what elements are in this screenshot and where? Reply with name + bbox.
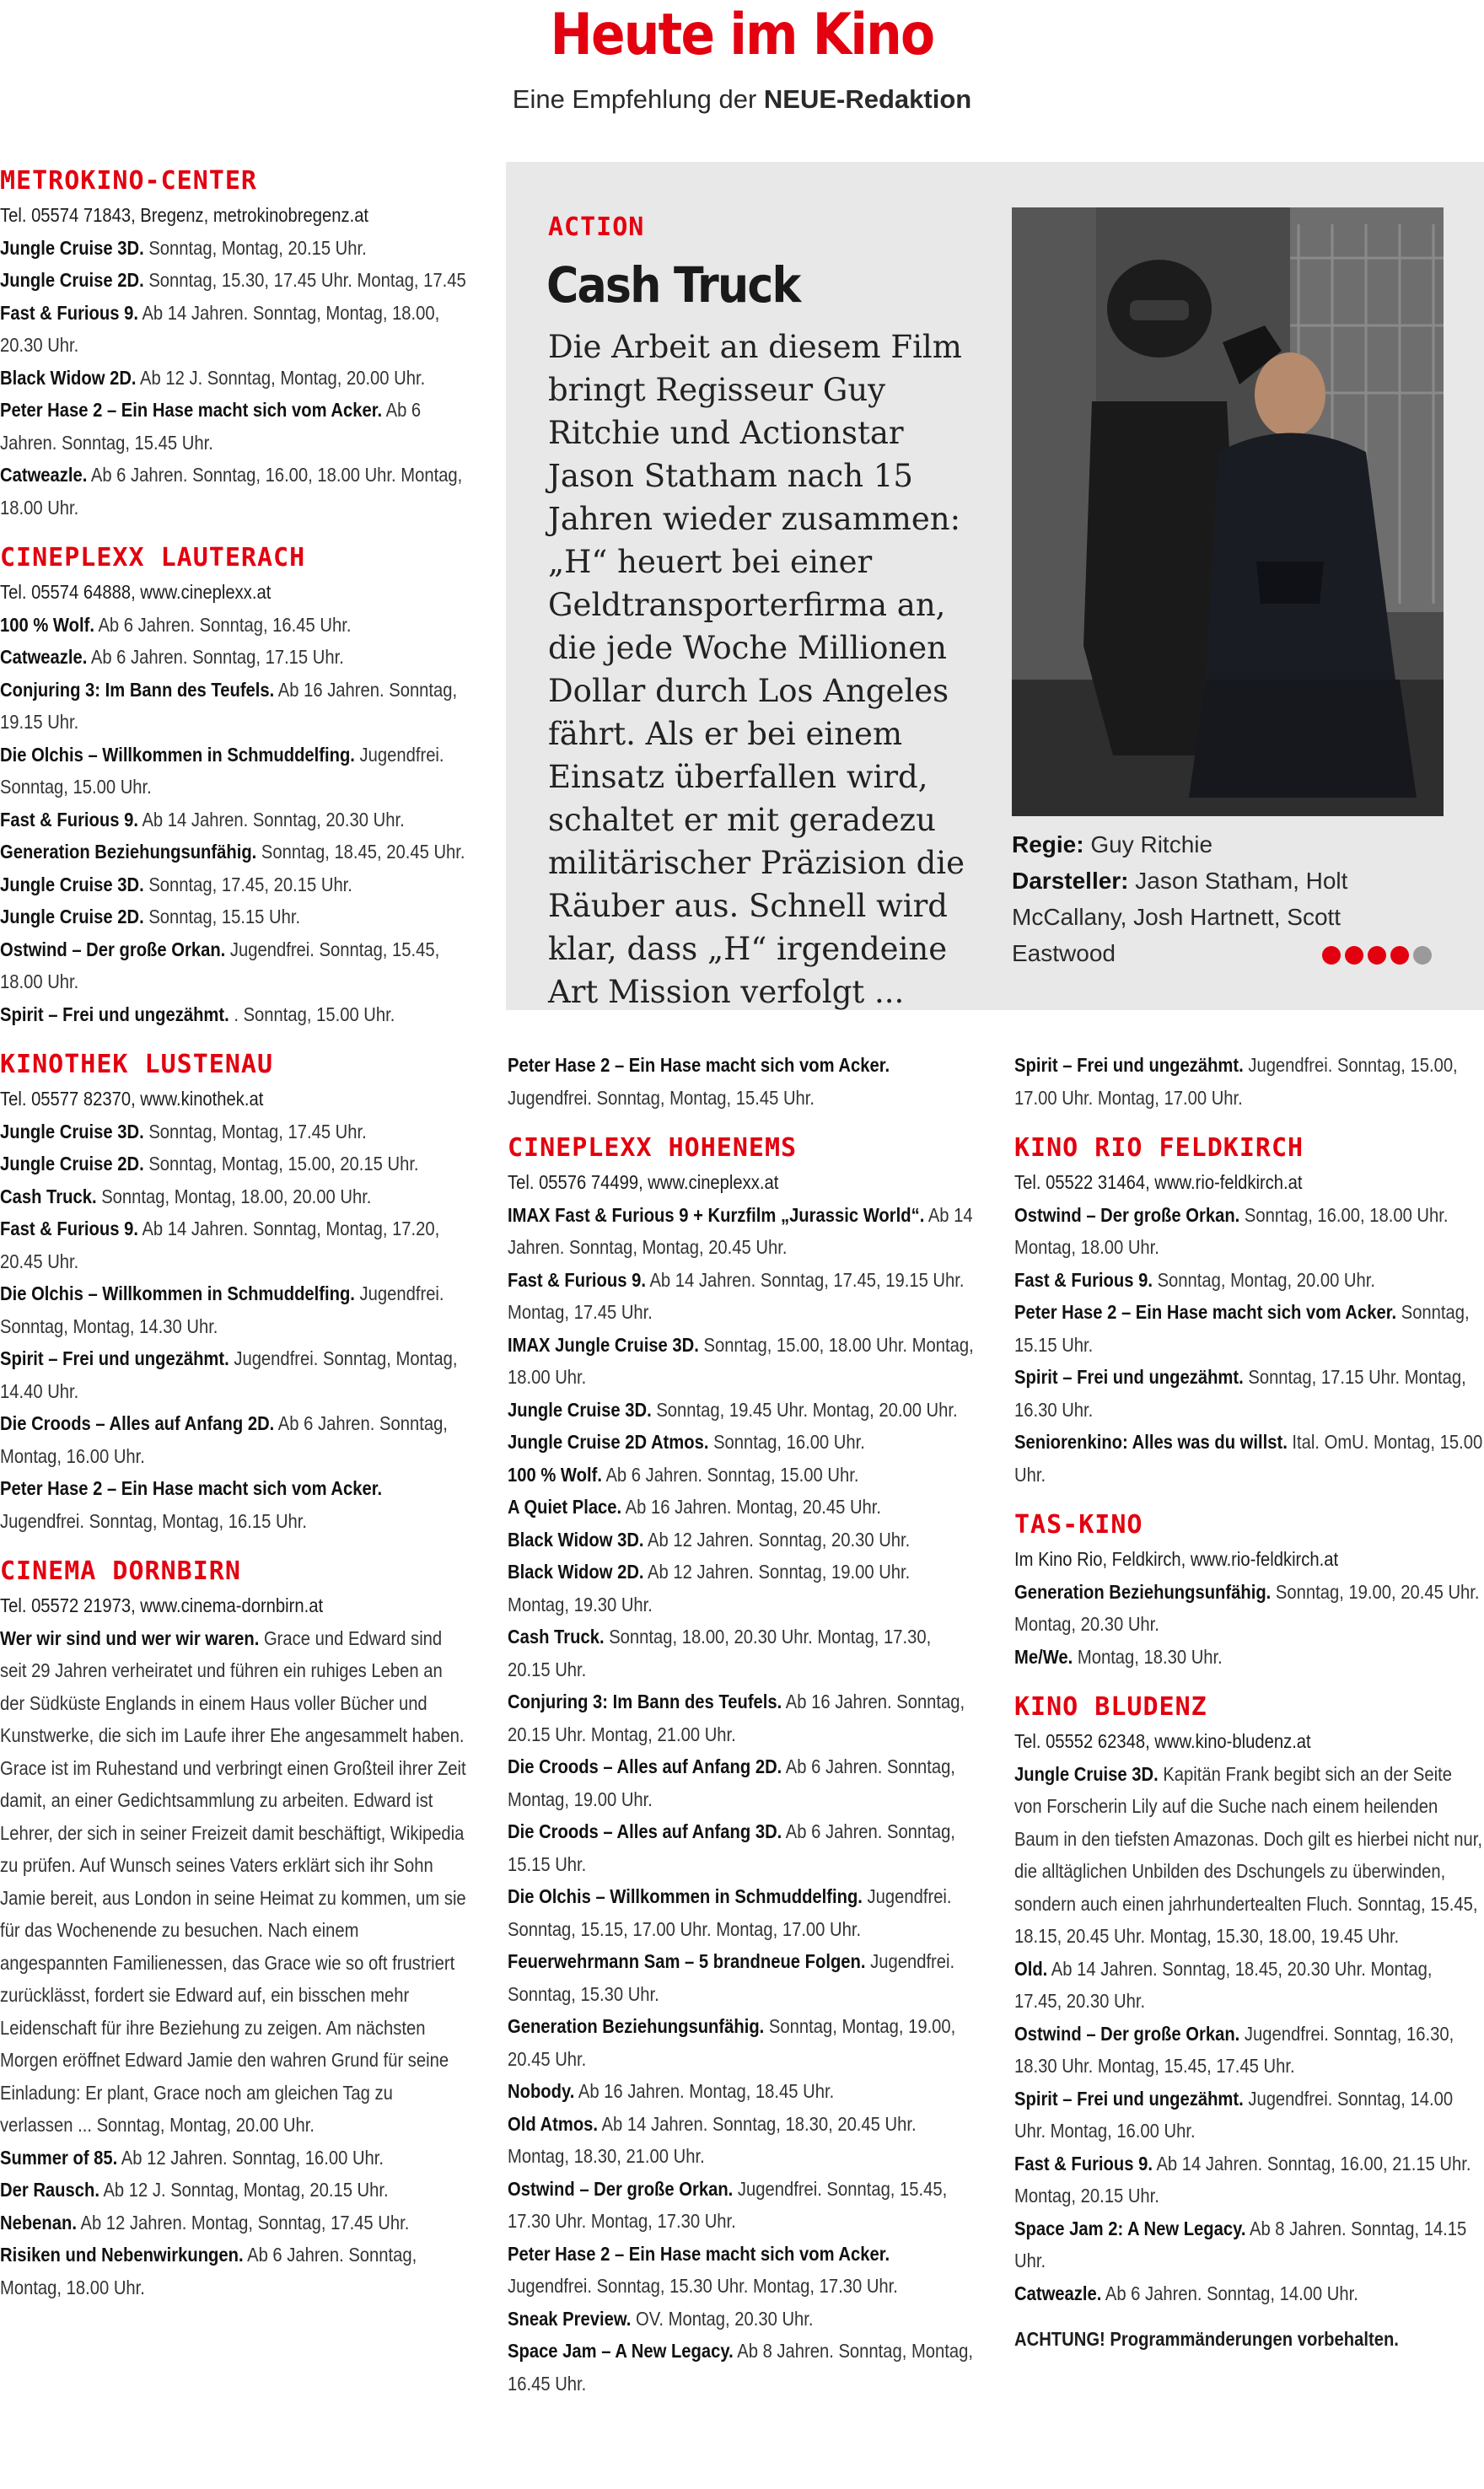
showtime-entry: [508, 1556, 976, 1621]
movie-title: Conjuring 3: Im Bann des Teufels.: [508, 1691, 782, 1712]
page-title: Heute im Kino: [550, 2, 934, 68]
feature-genre: ACTION: [548, 212, 645, 242]
showtime-details: Ab 6 Jahren. Sonntag, 15.15 Uhr.: [508, 1820, 955, 1875]
feature-title: Cash Truck: [546, 256, 800, 314]
showtime-entry: [508, 1199, 976, 1264]
showtime-entry: [0, 674, 468, 739]
showtime-entry: [0, 900, 468, 933]
showtime-details: Ab 6 Jahren. Sonntag, Montag, 19.00 Uhr.: [508, 1755, 955, 1810]
cinema-contact: Tel. 05574 71843, Bregenz, metrokinobregenz.at: [0, 204, 369, 226]
cinema-block: [0, 165, 469, 524]
showtime-entry: [1014, 2083, 1483, 2148]
showtime-entry: [0, 641, 468, 674]
movie-title: 100 % Wolf.: [508, 1463, 602, 1486]
rating-dot-filled: [1345, 946, 1363, 965]
movie-title: Spirit – Frei und ungezähmt.: [1014, 1054, 1244, 1076]
movie-title: Nobody.: [508, 2080, 575, 2102]
movie-title: Jungle Cruise 2D.: [0, 269, 144, 291]
movie-title: Summer of 85.: [0, 2146, 118, 2169]
movie-title: Cash Truck.: [0, 1185, 97, 1207]
subtitle-brand: NEUE-Redaktion: [763, 84, 972, 114]
showtime-details: Jugendfrei. Sonntag, 15.30 Uhr.: [508, 1950, 955, 2005]
movie-title: Jungle Cruise 3D.: [0, 1120, 144, 1142]
cinema-name: CINEPLEXX HOHENEMS: [508, 1133, 798, 1163]
movie-title: Space Jam 2: A New Legacy.: [1014, 2217, 1246, 2239]
showtime-entry: [1014, 1049, 1483, 1114]
movie-title: Die Croods – Alles auf Anfang 3D.: [508, 1820, 782, 1842]
showtime-details: Ab 12 Jahren. Sonntag, 19.00 Uhr. Montag, 19.30 Uhr.: [508, 1561, 911, 1615]
cinema-block: [1014, 1049, 1484, 1114]
movie-title: Conjuring 3: Im Bann des Teufels.: [0, 678, 275, 701]
showtime-entry: [508, 2075, 976, 2108]
showtime-entry: [508, 1880, 976, 1945]
movie-title: Ostwind – Der große Orkan.: [1014, 1203, 1240, 1226]
showtime-entry: [1014, 1426, 1483, 1491]
showtime-entry: [0, 394, 468, 459]
showtime-details: Ab 6 Jahren. Sonntag, 17.15 Uhr.: [90, 646, 344, 668]
movie-title: Catweazle.: [0, 464, 88, 486]
showtime-details: Ab 6 Jahren. Sonntag, Montag, 16.00 Uhr.: [0, 1412, 448, 1467]
showtime-details: Sonntag, 16.00 Uhr.: [713, 1431, 865, 1453]
movie-title: Die Olchis – Willkommen in Schmuddelfing.: [508, 1885, 863, 1907]
movie-title: Die Olchis – Willkommen in Schmuddelfing.: [0, 743, 355, 766]
movie-title: Spirit – Frei und ungezähmt.: [1014, 1366, 1244, 1388]
showtime-entry: [0, 1472, 468, 1537]
movie-title: Die Croods – Alles auf Anfang 2D.: [0, 1412, 275, 1434]
showtime-details: Sonntag, Montag, 20.00 Uhr.: [1157, 1268, 1375, 1291]
cast-label: Darsteller:: [1012, 868, 1129, 894]
showtime-details: Ab 8 Jahren. Sonntag, 14.15 Uhr.: [1014, 2217, 1467, 2271]
showtime-entry: [508, 1945, 976, 2010]
showtime-details: Sonntag, Montag, 17.45 Uhr.: [148, 1120, 367, 1142]
showtime-entry: [508, 1491, 976, 1524]
showtime-entry: [0, 998, 468, 1031]
cinema-name: METROKINO-CENTER: [0, 166, 257, 196]
listing-column-3: [1014, 1049, 1484, 2351]
movie-title: Jungle Cruise 3D.: [0, 236, 144, 259]
showtime-entry: [508, 1426, 976, 1459]
showtime-entry: [508, 1621, 976, 1685]
showtime-entry: [1014, 1641, 1483, 1674]
movie-title: Black Widow 2D.: [508, 1561, 644, 1583]
showtime-entry: [0, 362, 468, 395]
movie-title: Fast & Furious 9.: [1014, 2152, 1153, 2175]
showtime-entry: [0, 609, 468, 642]
showtime-entry: [1014, 1576, 1483, 1641]
showtime-details: Ab 12 J. Sonntag, Montag, 20.15 Uhr.: [103, 2179, 389, 2201]
cinema-block: [508, 1049, 976, 1114]
movie-title: Ostwind – Der große Orkan.: [508, 2177, 734, 2200]
cinema-contact: Tel. 05522 31464, www.rio-feldkirch.at: [1014, 1171, 1303, 1193]
showtime-entry: [1014, 2277, 1483, 2310]
movie-title: Die Croods – Alles auf Anfang 2D.: [508, 1755, 782, 1777]
showtime-entry: [0, 1277, 468, 1342]
showtime-entry: [0, 297, 468, 362]
rating-dot-filled: [1390, 946, 1409, 965]
movie-title: Ostwind – Der große Orkan.: [0, 938, 226, 960]
movie-title: Der Rausch.: [0, 2179, 99, 2201]
showtime-entry: [0, 1115, 468, 1148]
showtime-details: Jugendfrei. Sonntag, Montag, 16.15 Uhr.: [0, 1509, 308, 1532]
cinema-contact: Tel. 05552 62348, www.kino-bludenz.at: [1014, 1730, 1311, 1752]
cinema-name: KINOTHEK LUSTENAU: [0, 1050, 274, 1079]
movie-title: Spirit – Frei und ungezähmt.: [0, 1347, 229, 1369]
showtime-entry: [1014, 2018, 1483, 2083]
showtime-entry: [0, 232, 468, 265]
showtime-details: Sonntag, 15.30, 17.45 Uhr. Montag, 17.45: [148, 269, 466, 291]
showtime-entry: [1014, 1264, 1483, 1297]
showtime-entry: [1014, 1199, 1483, 1264]
showtime-details: Ab 14 Jahren. Sonntag, 20.30 Uhr.: [142, 808, 405, 831]
page-subtitle: [0, 84, 1484, 115]
showtime-entry: [508, 1264, 976, 1329]
movie-title: Fast & Furious 9.: [0, 808, 138, 831]
movie-title: Generation Beziehungsunfähig.: [0, 841, 257, 863]
showtime-entry: [0, 2207, 468, 2239]
cinema-block: [508, 1132, 976, 2400]
showtime-details: Ab 6 Jahren. Sonntag, 15.00 Uhr.: [605, 1463, 859, 1486]
movie-title: Fast & Furious 9.: [0, 1218, 138, 1239]
showtime-details: Ab 6 Jahren. Sonntag, 15.45 Uhr.: [0, 399, 422, 454]
showtime-details: Ab 12 Jahren. Montag, Sonntag, 17.45 Uhr.: [80, 2211, 410, 2234]
listing-column-1: [0, 165, 469, 2322]
cinema-name: KINO BLUDENZ: [1014, 1692, 1207, 1722]
showtime-entry: [0, 1148, 468, 1180]
cinema-block: [0, 542, 469, 1030]
showtime-details: Ab 14 Jahren. Sonntag, Montag, 17.20, 20.45 Uhr.: [0, 1218, 440, 1272]
showtime-details: Jugendfrei. Sonntag, Montag, 14.30 Uhr.: [0, 1282, 444, 1337]
movie-title: Cash Truck.: [508, 1626, 605, 1648]
showtime-entry: [508, 2335, 976, 2400]
showtime-entry: [508, 1049, 976, 1114]
movie-title: Risiken und Nebenwirkungen.: [0, 2244, 244, 2266]
rating-dot-filled: [1322, 946, 1341, 965]
showtime-details: Ab 14 Jahren. Sonntag, 18.30, 20.45 Uhr. Montag, 18.30, 21.00 Uhr.: [508, 2112, 917, 2167]
showtime-entry: [508, 2010, 976, 2075]
cinema-contact: Tel. 05576 74499, www.cineplexx.at: [508, 1171, 779, 1193]
showtime-details: . Sonntag, 15.00 Uhr.: [234, 1003, 395, 1025]
movie-title: Fast & Furious 9.: [0, 301, 138, 324]
showtime-details: Ab 14 Jahren. Sonntag, Montag, 20.45 Uhr.: [508, 1203, 973, 1258]
showtime-entry: [1014, 1361, 1483, 1426]
cinema-block: [0, 1049, 469, 1537]
movie-title: Catweazle.: [0, 646, 88, 668]
showtime-details: Ab 14 Jahren. Sonntag, Montag, 18.00, 20.30 Uhr.: [0, 301, 440, 356]
movie-title: Peter Hase 2 – Ein Hase macht sich vom Acker.: [508, 1054, 890, 1076]
showtime-details: Jugendfrei. Sonntag, 15.15, 17.00 Uhr. Montag, 17.00 Uhr.: [508, 1885, 952, 1940]
showtime-entry: [0, 933, 468, 998]
showtime-details: Sonntag, 18.45, 20.45 Uhr.: [261, 841, 465, 863]
movie-title: Old Atmos.: [508, 2112, 599, 2135]
showtime-details: Ab 14 Jahren. Sonntag, 18.45, 20.30 Uhr. Montag, 17.45, 20.30 Uhr.: [1014, 1957, 1433, 2012]
showtime-details: Sonntag, 17.15 Uhr. Montag, 16.30 Uhr.: [1014, 1366, 1466, 1421]
movie-title: Jungle Cruise 2D.: [0, 1153, 144, 1175]
cast-names: Jason Statham, Holt McCallany, Josh Hartnett, Scott Eastwood: [1012, 868, 1348, 966]
showtime-entry: [508, 1685, 976, 1750]
showtime-entry: [1014, 1758, 1483, 1953]
movie-title: Spirit – Frei und ungezähmt.: [1014, 2087, 1244, 2110]
showtime-entry: [0, 804, 468, 836]
showtime-entry: [0, 1212, 468, 1277]
showtime-details: Sonntag, Montag, 20.15 Uhr.: [148, 236, 367, 259]
showtime-details: Kapitän Frank begibt sich an der Seite von Forscherin Lily auf die Suche nach einem heilenden Baum in den tiefsten Amazonas. Doch gilt es hierbei nicht nur, die alltäglichen Unbilden des Dschungels zu überwinden, sondern auch einen jahrhundertealten Fluch. Sonntag, 15.45, 18.15, 20.45 Uhr. Montag, 15.30, 18.00, 19.45 Uhr.: [1014, 1762, 1482, 1947]
showtime-entry: [508, 2238, 976, 2303]
movie-title: Peter Hase 2 – Ein Hase macht sich vom Acker.: [1014, 1301, 1397, 1323]
cinema-name: KINO RIO FELDKIRCH: [1014, 1133, 1304, 1163]
showtime-details: Jugendfrei. Sonntag, 14.00 Uhr. Montag, 16.00 Uhr.: [1014, 2087, 1454, 2142]
movie-title: Seniorenkino: Alles was du willst.: [1014, 1431, 1288, 1453]
movie-title: Wer wir sind und wer wir waren.: [0, 1626, 260, 1649]
movie-title: Peter Hase 2 – Ein Hase macht sich vom Acker.: [0, 1477, 383, 1499]
page-header: [0, 0, 1484, 135]
cinema-name: TAS-KINO: [1014, 1510, 1143, 1540]
movie-title: Generation Beziehungsunfähig.: [1014, 1580, 1272, 1603]
showtime-details: Sonntag, 15.15 Uhr.: [1014, 1301, 1470, 1356]
showtime-entry: [508, 1329, 976, 1394]
showtime-details: Jugendfrei. Sonntag, 16.30, 18.30 Uhr. Montag, 15.45, 17.45 Uhr.: [1014, 2022, 1454, 2077]
showtime-details: Montag, 18.30 Uhr.: [1077, 1645, 1223, 1668]
movie-still-illustration: [1012, 207, 1444, 816]
showtime-entry: [0, 264, 468, 297]
cinema-block: [1014, 1132, 1484, 1491]
movie-title: Ostwind – Der große Orkan.: [1014, 2022, 1240, 2045]
showtime-entry: [0, 2174, 468, 2207]
showtime-details: Sonntag, 17.45, 20.15 Uhr.: [148, 873, 352, 895]
movie-title: Catweazle.: [1014, 2282, 1102, 2304]
showtime-details: Sonntag, 16.00, 18.00 Uhr. Montag, 18.00 Uhr.: [1014, 1203, 1449, 1258]
showtime-details: Jugendfrei. Sonntag, 15.30 Uhr. Montag, 17.30 Uhr.: [508, 2275, 898, 2297]
showtime-details: Sonntag, 19.45 Uhr. Montag, 20.00 Uhr.: [656, 1398, 958, 1421]
movie-title: Spirit – Frei und ungezähmt.: [0, 1003, 229, 1025]
cinema-contact: Tel. 05572 21973, www.cinema-dornbirn.at: [0, 1594, 324, 1616]
showtime-details: Jugendfrei. Sonntag, 15.45, 18.00 Uhr.: [0, 938, 440, 992]
showtime-details: Ab 14 Jahren. Sonntag, 16.00, 21.15 Uhr. Montag, 20.15 Uhr.: [1014, 2152, 1471, 2207]
showtime-details: Ab 16 Jahren. Montag, 20.45 Uhr.: [625, 1496, 882, 1518]
movie-title: Feuerwehrmann Sam – 5 brandneue Folgen.: [508, 1950, 866, 1972]
showtime-details: Ab 14 Jahren. Sonntag, 17.45, 19.15 Uhr. Montag, 17.45 Uhr.: [508, 1268, 965, 1323]
showtime-entry: [0, 1342, 468, 1407]
rating-dot-filled: [1368, 946, 1386, 965]
movie-title: Space Jam – A New Legacy.: [508, 2340, 734, 2362]
cinema-contact: Im Kino Rio, Feldkirch, www.rio-feldkirch.at: [1014, 1548, 1339, 1570]
showtime-details: Ab 6 Jahren. Sonntag, 16.00, 18.00 Uhr. Montag, 18.00 Uhr.: [0, 464, 463, 519]
movie-title: Sneak Preview.: [508, 2307, 632, 2330]
showtime-details: Sonntag, Montag, 18.00, 20.00 Uhr.: [101, 1185, 372, 1207]
showtime-details: OV. Montag, 20.30 Uhr.: [636, 2307, 814, 2330]
cinema-block: [1014, 1691, 1484, 2309]
feature-box: [506, 162, 1484, 1010]
feature-synopsis: Die Arbeit an diesem Film bringt Regisseur Guy Ritchie und Actionstar Jason Statham nach 15 Jahren wieder zusammen: „H“ heuert bei einer Geldtransporterfirma an, die jede Woche Millionen Dollar durch Los Angeles fährt. Als er bei einem Einsatz überfallen wird, schaltet er mit geradezu militärischer Präzision die Räuber aus. Schnell wird klar, dass „H“ irgendeine Art Mission verfolgt ...: [548, 329, 965, 1010]
showtime-details: Ab 6 Jahren. Sonntag, 14.00 Uhr.: [1105, 2282, 1358, 2304]
showtime-entry: [508, 2173, 976, 2238]
director-name: Guy Ritchie: [1090, 831, 1213, 857]
movie-title: Peter Hase 2 – Ein Hase macht sich vom Acker.: [508, 2242, 890, 2265]
showtime-entry: [508, 1815, 976, 1880]
subtitle-prefix: Eine Empfehlung der: [512, 84, 764, 114]
showtime-entry: [0, 1407, 468, 1472]
showtime-entry: [0, 1180, 468, 1213]
showtime-entry: [0, 2239, 468, 2304]
showtime-details: Sonntag, Montag, 19.00, 20.45 Uhr.: [508, 2015, 956, 2070]
movie-title: Jungle Cruise 3D.: [1014, 1762, 1159, 1785]
movie-title: 100 % Wolf.: [0, 613, 94, 636]
showtime-details: Sonntag, 15.15 Uhr.: [148, 906, 301, 927]
cinema-name: CINEPLEXX LAUTERACH: [0, 543, 306, 573]
showtime-details: Ab 12 Jahren. Sonntag, 20.30 Uhr.: [648, 1528, 911, 1551]
showtime-details: Jugendfrei. Sonntag, Montag, 14.40 Uhr.: [0, 1347, 458, 1402]
showtime-details: Ab 16 Jahren. Sonntag, 19.15 Uhr.: [0, 678, 458, 733]
showtime-entry: [0, 836, 468, 868]
director-line: [1012, 826, 1450, 863]
movie-title: A Quiet Place.: [508, 1496, 622, 1518]
showtime-details: Jugendfrei. Sonntag, 15.45, 17.30 Uhr. Montag, 17.30 Uhr.: [508, 2177, 948, 2232]
showtime-entry: [508, 1524, 976, 1556]
showtime-details: Jugendfrei. Sonntag, Montag, 15.45 Uhr.: [508, 1086, 815, 1109]
showtime-details: Grace und Edward sind seit 29 Jahren verheiratet und führen ein ruhiges Leben an der Südküste Englands in einem Haus voller Bücher und Kunstwerke, die sich im Laufe ihrer Ehe angesammelt haben. Grace ist im Ruhestand und verbringt einen Großteil ihrer Zeit damit, an einer Gedichtsammlung zu arbeiten. Edward ist Lehrer, der sich in seiner Freizeit damit beschäftigt, Wikipedia zu prüfen. Auf Wunsch seines Vaters erklärt sich ihr Sohn Jamie bereit, aus London in seine Heimat zu kommen, um sie für das Wochenende zu besuchen. Nach einem angespannten Familienessen, das Grace wie so oft frustriert zurücklässt, fordert sie Edward auf, ein bisschen mehr Leidenschaft für ihre Beziehung zu zeigen. Am nächsten Morgen eröffnet Edward Jamie den wahren Grund für seine Einladung: Er plant, Grace noch am gleichen Tag zu verlassen ... Sonntag, Montag, 20.00 Uhr.: [0, 1626, 466, 2136]
movie-title: Die Olchis – Willkommen in Schmuddelfing.: [0, 1282, 355, 1304]
movie-title: IMAX Jungle Cruise 3D.: [508, 1333, 699, 1356]
movie-title: IMAX Fast & Furious 9 + Kurzfilm „Jurassic World“.: [508, 1203, 925, 1226]
movie-title: Generation Beziehungsunfähig.: [508, 2015, 765, 2037]
cinema-block: [0, 1556, 469, 2304]
showtime-entry: [0, 739, 468, 804]
movie-title: Peter Hase 2 – Ein Hase macht sich vom Acker.: [0, 399, 383, 421]
movie-title: Jungle Cruise 2D Atmos.: [508, 1431, 709, 1453]
showtime-entry: [508, 1750, 976, 1815]
cinema-contact: Tel. 05574 64888, www.cineplexx.at: [0, 581, 272, 603]
movie-title: Black Widow 3D.: [508, 1528, 644, 1551]
showtime-details: Jugendfrei. Sonntag, 15.00, 17.00 Uhr. Montag, 17.00 Uhr.: [1014, 1054, 1458, 1109]
movie-still-image: [1012, 207, 1444, 816]
movie-title: Fast & Furious 9.: [1014, 1268, 1153, 1291]
movie-title: Jungle Cruise 3D.: [0, 873, 144, 895]
showtime-entry: [0, 1622, 468, 2142]
showtime-entry: [508, 1394, 976, 1427]
showtime-entry: [1014, 1953, 1483, 2018]
showtime-entry: [508, 2108, 976, 2173]
cinema-contact: Tel. 05577 82370, www.kinothek.at: [0, 1088, 264, 1110]
movie-title: Nebenan.: [0, 2211, 77, 2234]
showtime-entry: [0, 2142, 468, 2175]
cinema-block: [1014, 1509, 1484, 1673]
showtime-entry: [1014, 2148, 1483, 2212]
rating-dot-empty: [1413, 946, 1432, 965]
showtime-details: Ab 12 Jahren. Sonntag, 16.00 Uhr.: [121, 2146, 384, 2169]
showtime-entry: [508, 2303, 976, 2336]
showtime-entry: [508, 1459, 976, 1492]
showtime-details: Ab 16 Jahren. Sonntag, 20.15 Uhr. Montag, 21.00 Uhr.: [508, 1691, 965, 1745]
showtime-details: Jugendfrei. Sonntag, 15.00 Uhr.: [0, 743, 444, 798]
movie-title: Jungle Cruise 2D.: [0, 906, 144, 927]
director-label: Regie:: [1012, 831, 1084, 857]
cinema-name: CINEMA DORNBIRN: [0, 1556, 241, 1586]
movie-title: Me/We.: [1014, 1645, 1073, 1668]
showtime-entry: [1014, 2212, 1483, 2277]
showtime-details: Ab 16 Jahren. Montag, 18.45 Uhr.: [578, 2080, 835, 2102]
showtime-details: Sonntag, 18.00, 20.30 Uhr. Montag, 17.30, 20.15 Uhr.: [508, 1626, 932, 1680]
program-change-notice: ACHTUNG! Programmänderungen vorbehalten.: [1014, 2328, 1399, 2350]
showtime-details: Ab 8 Jahren. Sonntag, Montag, 16.45 Uhr.: [508, 2340, 973, 2395]
rating-dots: [1322, 946, 1436, 966]
showtime-details: Ab 6 Jahren. Sonntag, Montag, 18.00 Uhr.: [0, 2244, 417, 2298]
showtime-details: Sonntag, 15.00, 18.00 Uhr. Montag, 18.00 Uhr.: [508, 1333, 974, 1388]
showtime-details: Ab 12 J. Sonntag, Montag, 20.00 Uhr.: [140, 366, 426, 389]
showtime-details: Ab 6 Jahren. Sonntag, 16.45 Uhr.: [98, 613, 352, 636]
listing-column-2: [508, 1049, 976, 2418]
showtime-entry: [0, 459, 468, 524]
movie-title: Jungle Cruise 3D.: [508, 1398, 652, 1421]
showtime-details: Sonntag, 19.00, 20.45 Uhr. Montag, 20.30 Uhr.: [1014, 1580, 1480, 1635]
movie-title: Fast & Furious 9.: [508, 1268, 646, 1291]
showtime-details: Ital. OmU. Montag, 15.00 Uhr.: [1014, 1431, 1483, 1486]
showtime-details: Sonntag, Montag, 15.00, 20.15 Uhr.: [148, 1153, 419, 1175]
movie-title: Black Widow 2D.: [0, 366, 137, 389]
showtime-entry: [1014, 1296, 1483, 1361]
showtime-entry: [0, 868, 468, 901]
movie-title: Old.: [1014, 1957, 1048, 1980]
